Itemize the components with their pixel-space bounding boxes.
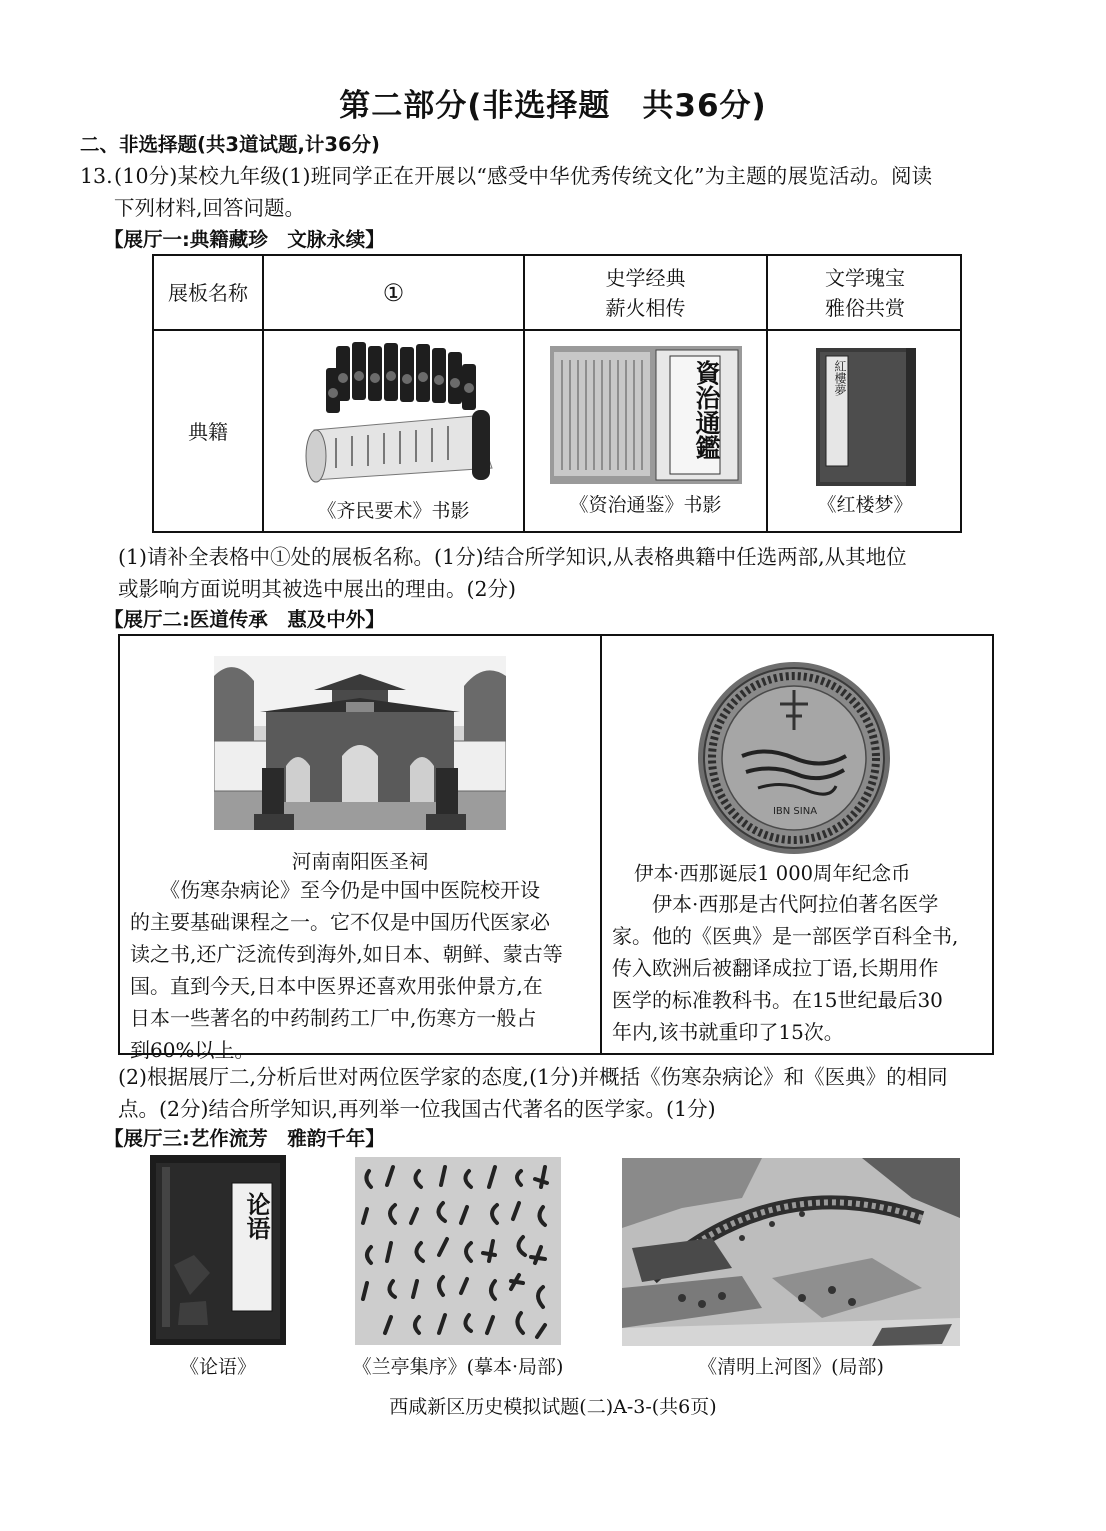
left-line-1: 《伤寒杂病论》至今仍是中国中医院校开设 xyxy=(130,878,540,902)
row2-label: 典籍 xyxy=(188,420,228,444)
book2-caption: 《资治通鉴》书影 xyxy=(569,494,722,516)
hall3-cap2: 《兰亭集序》(摹本·局部) xyxy=(352,1356,564,1378)
q2-line2: 点。(2分)结合所学知识,再列举一位我国古代著名的医学家。(1分) xyxy=(118,1097,716,1121)
col2-header-line1: 史学经典 xyxy=(605,265,686,290)
left-line-5: 日本一些著名的中药制药工厂中,伤寒方一般占 xyxy=(130,1006,537,1030)
question-intro-line1: (10分)某校九年级(1)班同学正在开展以“感受中华优秀传统文化”为主题的展览活动。阅读 xyxy=(114,164,933,188)
right-line-2: 家。他的《医典》是一部医学百科全书, xyxy=(612,924,959,948)
left-line-3: 读之书,还广泛流传到海外,如日本、朝鲜、蒙古等 xyxy=(130,942,563,966)
right-paragraph xyxy=(612,888,958,1048)
left-paragraph xyxy=(130,874,563,1066)
left-line-2: 的主要基础课程之一。它不仅是中国历代医家必 xyxy=(130,910,550,934)
book2-cover-text: 資治通鑑 xyxy=(692,360,721,460)
book3-cover-text: 紅樓夢 xyxy=(833,360,847,396)
col3-header xyxy=(768,256,962,329)
col2-header-line2: 薪火相传 xyxy=(605,295,686,320)
lunyu-cover-text: 论语 xyxy=(242,1192,271,1240)
hall1-table xyxy=(152,254,962,533)
row1-label: 展板名称 xyxy=(168,280,248,305)
lanting-calligraphy-image xyxy=(355,1157,561,1345)
col3-header-line1: 文学瑰宝 xyxy=(825,265,905,290)
question-intro-line2: 下列材料,回答问题。 xyxy=(114,196,306,220)
col3-header-line2: 雅俗共赏 xyxy=(825,295,905,320)
hall1-heading: 【展厅一:典籍藏珍 文脉永续】 xyxy=(104,228,385,251)
coin-text: IBN SINA xyxy=(772,806,818,817)
temple-photo xyxy=(214,656,506,830)
qimin-yaoshu-image xyxy=(296,338,496,488)
temple-caption: 河南南阳医圣祠 xyxy=(291,850,429,873)
book3-caption: 《红楼梦》 xyxy=(817,494,913,516)
book1-caption: 《齐民要术》书影 xyxy=(317,500,470,522)
ibn-sina-coin xyxy=(696,660,892,856)
qingming-painting-image xyxy=(622,1158,960,1346)
right-line-4: 医学的标准教科书。在15世纪最后30 xyxy=(612,988,943,1012)
page-footer: 西咸新区历史模拟试题(二)A-3-(共6页) xyxy=(389,1396,717,1418)
right-line-1: 伊本·西那是古代阿拉伯著名医学 xyxy=(612,892,939,916)
question-number: 13. xyxy=(80,164,113,188)
q2-line1: (2)根据展厅二,分析后世对两位医学家的态度,(1分)并概括《伤寒杂病论》和《医典》的相同 xyxy=(118,1065,948,1089)
q1-line2: 或影响方面说明其被选中展出的理由。(2分) xyxy=(118,577,517,601)
left-line-6: 到60%以上。 xyxy=(130,1038,255,1062)
hall2-box xyxy=(118,634,994,1062)
hall3-cap1: 《论语》 xyxy=(179,1356,256,1378)
hall2-heading: 【展厅二:医道传承 惠及中外】 xyxy=(104,608,385,631)
col2-header xyxy=(525,256,766,329)
hall3-cap3: 《清明上河图》(局部) xyxy=(698,1356,884,1378)
right-line-5: 年内,该书就重印了15次。 xyxy=(612,1020,844,1044)
left-line-4: 国。直到今天,日本中医界还喜欢用张仲景方,在 xyxy=(130,974,543,998)
col1-header: ① xyxy=(382,278,405,307)
lunyu-book-image xyxy=(150,1155,286,1345)
coin-caption: 伊本·西那诞辰1 000周年纪念币 xyxy=(634,862,911,885)
right-line-3: 传入欧洲后被翻译成拉丁语,长期用作 xyxy=(612,956,939,980)
q1-line1: (1)请补全表格中①处的展板名称。(1分)结合所学知识,从表格典籍中任选两部,从其地位 xyxy=(118,545,907,569)
page-title: 第二部分(非选择题 共36分) xyxy=(339,88,767,124)
hall3-heading: 【展厅三:艺作流芳 雅韵千年】 xyxy=(104,1127,385,1150)
section-header: 二、非选择题(共3道试题,计36分) xyxy=(80,133,380,156)
